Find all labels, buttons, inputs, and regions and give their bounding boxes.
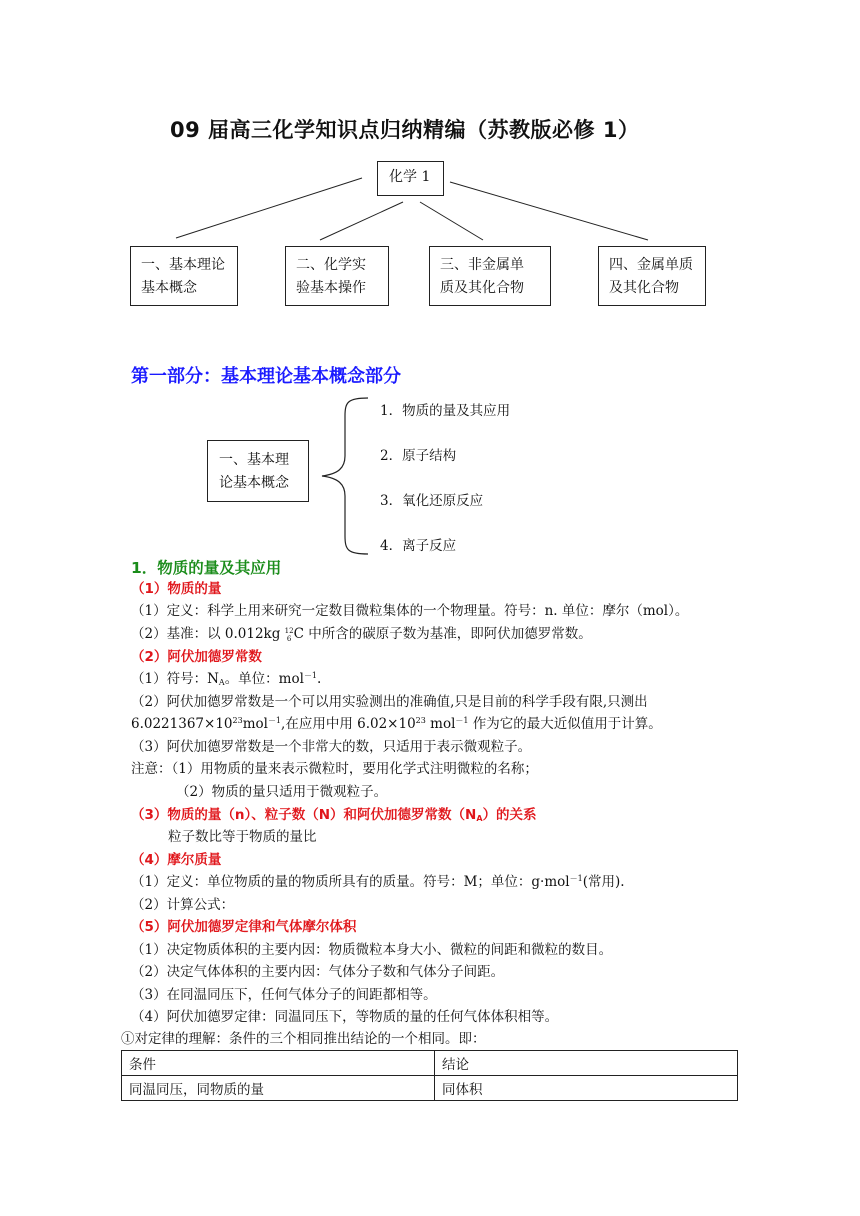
connector-1 [176,178,362,238]
s2-line-3-sup1: 23 [232,716,243,725]
table-cell: 同体积 [435,1076,738,1101]
table-header-cell: 条件 [122,1051,435,1076]
s4-line-1-sup: －1 [569,874,583,883]
subheading-3-sub: A [476,814,483,823]
table-header-cell: 结论 [435,1051,738,1076]
s2-line-2: （2）阿伏加德罗常数是一个可以用实验测出的准确值,只是目前的科学手段有限,只测出 [131,694,648,710]
tree-child-3 [429,246,551,306]
s2-line-1-sup: －1 [303,671,318,680]
part1-box [207,440,309,502]
s2-line-1 [131,669,321,689]
brace-item-3: 3．氧化还原反应 [380,493,484,509]
tree-child-2-line1: 二、化学实 [296,257,366,273]
connector-4 [450,182,648,240]
tree-child-2 [285,246,389,306]
subheading-3-b: ）的关系 [482,807,537,823]
tree-root-box [377,161,444,196]
brace-item-1: 1．物质的量及其应用 [380,403,511,419]
tree-child-3-line1: 三、非金属单 [440,257,524,273]
s5-line-2: （2）决定气体体积的主要内因：气体分子数和气体分子间距。 [131,964,505,980]
condition-conclusion-table [121,1050,738,1101]
isotope-number: 6 [286,634,292,643]
subheading-4: （4）摩尔质量 [131,852,222,868]
s5-line-1: （1）决定物质体积的主要内因：物质微粒本身大小、微粒的间距和微粒的数目。 [131,942,613,958]
s4-line-1 [131,872,625,892]
isotope-mass: 12 [284,626,294,635]
tree-child-4-line2: 及其化合物 [609,280,679,296]
tree-root-label: 化学 1 [389,169,431,185]
s4-line-1-b: (常用). [582,874,625,890]
subheading-5: （5）阿伏加德罗定律和气体摩尔体积 [131,919,357,935]
connector-2 [320,202,403,240]
s4-line-1-a: （1）定义：单位物质的量的物质所具有的质量。符号：M；单位：g·mol [131,874,570,890]
s2-line-4: （3）阿伏加德罗常数是一个非常大的数，只适用于表示微观粒子。 [131,739,532,755]
brace-item-4: 4．离子反应 [380,538,457,554]
s2-line-3-sup2: －1 [267,716,282,725]
tree-child-3-line2: 质及其化合物 [440,280,524,296]
tree-child-2-line2: 验基本操作 [296,280,366,296]
part1-box-line2: 论基本概念 [219,475,289,491]
s1-line-2 [131,624,592,644]
s5-line-5: ①对定律的理解：条件的三个相同推出结论的一个相同。即： [121,1031,486,1047]
s2-line-3-b: mol [242,716,268,732]
tree-child-1 [130,246,238,306]
s2-line-3-c: ,在应用中用 6.02×10 [281,716,416,732]
s2-line-3-sup4: －1 [455,716,469,725]
isotope-mark [285,627,294,643]
s2-line-1-c: . [317,671,322,687]
part1-heading: 第一部分：基本理论基本概念部分 [131,366,401,387]
subheading-1: （1）物质的量 [131,581,222,597]
s1-line-2-a: （2）基准：以 0.012kg [131,626,285,642]
table-row [122,1076,738,1101]
s1-line-1: （1）定义：科学上用来研究一定数目微粒集体的一个物理量。符号：n. 单位：摩尔（mol）。 [131,603,689,619]
s4-line-2: （2）计算公式： [131,897,235,913]
s5-line-4: （4）阿伏加德罗定律：同温同压下，等物质的量的任何气体体积相等。 [131,1009,559,1025]
note-line-1: 注意：（1）用物质的量来表示微粒时，要用化学式注明微粒的名称； [131,761,538,777]
tree-child-1-line1: 一、基本理论 [141,257,225,273]
s2-line-1-sub: A [218,678,225,687]
subheading-3 [131,805,537,825]
note-line-2: （2）物质的量只适用于微观粒子。 [176,784,388,800]
s2-line-3-d: mol [425,716,456,732]
curly-brace [322,398,368,554]
s2-line-1-a: （1）符号：N [131,671,219,687]
s2-line-3 [131,714,662,734]
s1-line-2-b: C 中所含的碳原子数为基准，即阿伏加德罗常数。 [293,626,592,642]
s3-line-1: 粒子数比等于物质的量比 [168,829,317,845]
s2-line-3-e: 作为它的最大近似值用于计算。 [468,716,662,732]
s2-line-3-a: 6.0221367×10 [131,716,233,732]
document-title: 09 届高三化学知识点归纳精编（苏教版必修 1） [170,118,640,142]
tree-child-4-line1: 四、金属单质 [609,257,693,273]
s2-line-1-b: 。单位：mol [224,671,304,687]
tree-child-4 [598,246,706,306]
table-cell: 同温同压，同物质的量 [122,1076,435,1101]
tree-child-1-line2: 基本概念 [141,280,197,296]
subheading-3-a: （3）物质的量（n）、粒子数（N）和阿伏加德罗常数（N [131,807,477,823]
brace-item-2: 2．原子结构 [380,448,457,464]
part1-box-line1: 一、基本理 [219,452,289,468]
connector-3 [420,202,483,240]
table-header-row [122,1051,738,1076]
section1-heading: 1．物质的量及其应用 [131,559,282,577]
s5-line-3: （3）在同温同压下，任何气体分子的间距都相等。 [131,987,437,1003]
s2-line-3-sup3: 23 [415,716,426,725]
subheading-2: （2）阿伏加德罗常数 [131,649,262,665]
